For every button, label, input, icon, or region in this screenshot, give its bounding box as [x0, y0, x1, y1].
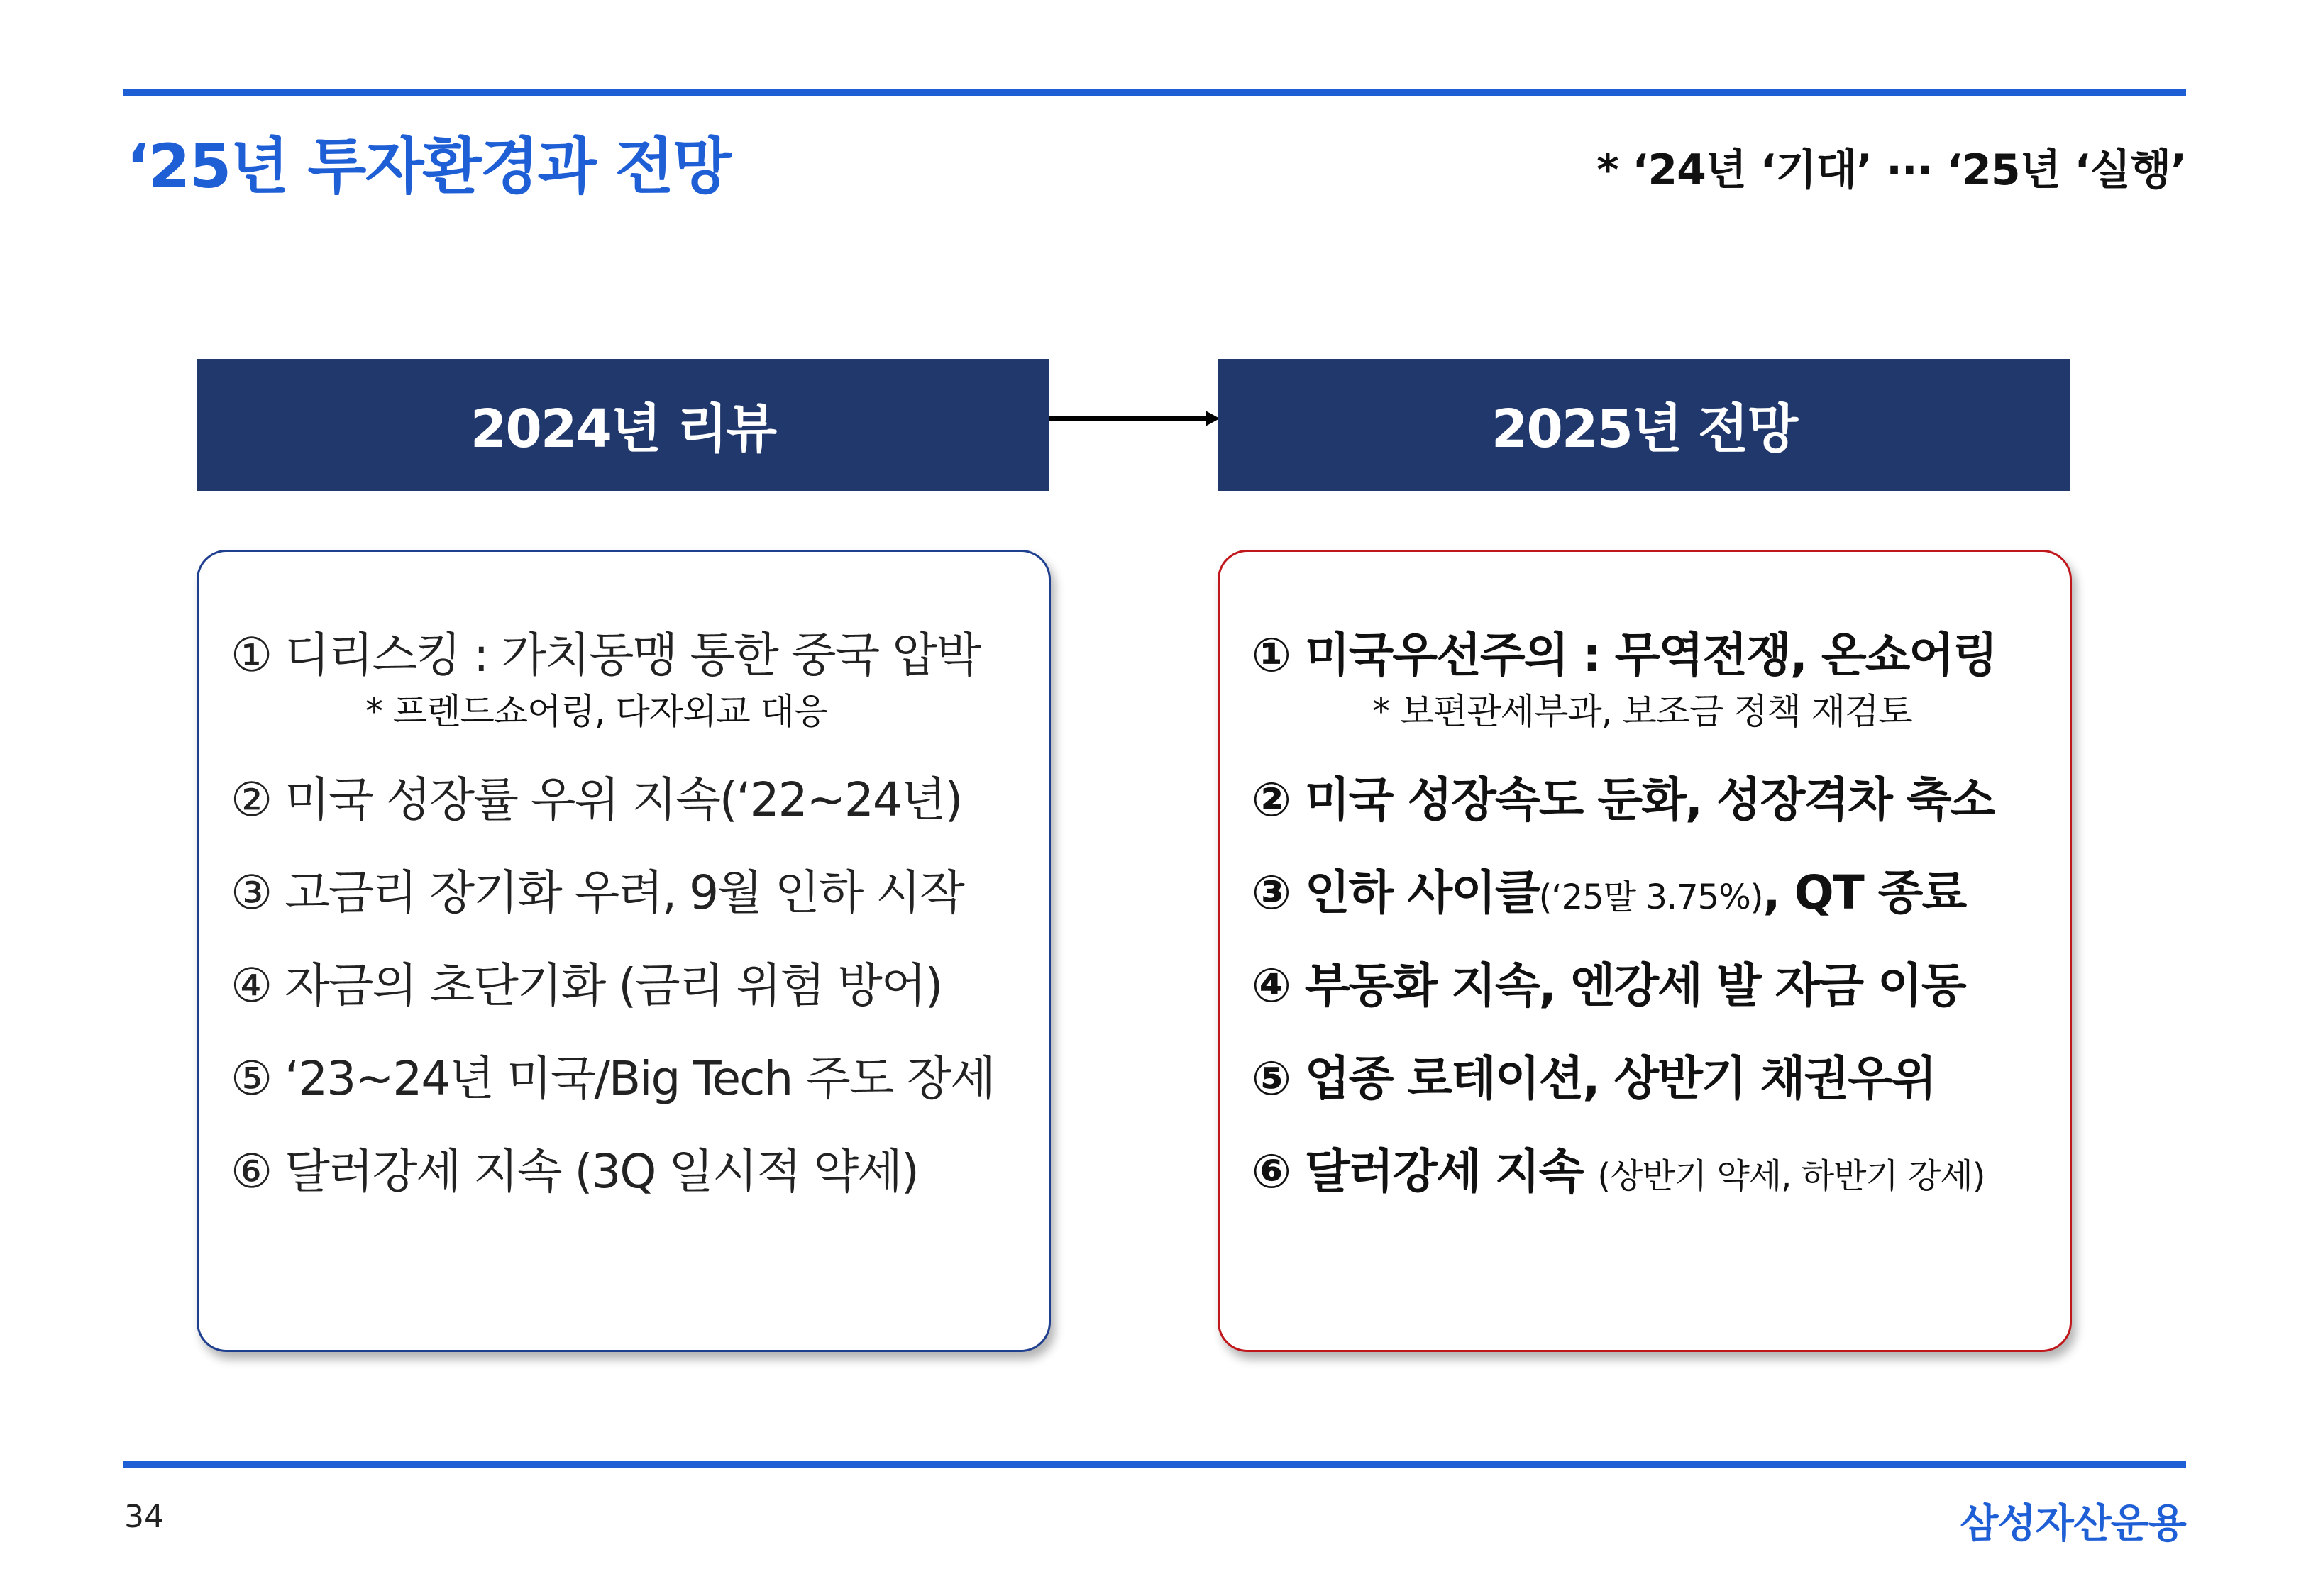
review-note: * 프렌드쇼어링, 다자외교 대응 — [365, 691, 828, 732]
bottom-rule — [123, 1461, 2186, 1468]
outlook-item-1: ① 미국우선주의 : 무역전쟁, 온쇼어링 — [1252, 628, 1997, 682]
outlook-item-3-tail: , QT 종료 — [1762, 865, 1966, 920]
outlook-item-2: ② 미국 성장속도 둔화, 성장격차 축소 — [1252, 772, 1995, 827]
review-header — [197, 359, 1049, 491]
review-item-1: ① 디리스킹 : 가치동맹 통한 중국 압박 — [231, 628, 980, 682]
page-number: 34 — [124, 1499, 164, 1535]
review-box — [197, 550, 1051, 1352]
review-item-2: ② 미국 성장률 우위 지속(‘22~24년) — [231, 772, 962, 827]
page-title: ‘25년 투자환경과 전망 — [126, 131, 730, 202]
outlook-box — [1218, 550, 2072, 1352]
right-arrow-icon — [1049, 404, 1220, 433]
outlook-item-6 — [1252, 1134, 1985, 1201]
outlook-item-6-note: (상반기 약세, 하반기 강세) — [1597, 1156, 1985, 1196]
top-rule — [123, 89, 2186, 96]
outlook-heading: 2025년 전망 — [1491, 399, 1797, 460]
outlook-item-5: ⑤ 업종 로테이션, 상반기 채권우위 — [1252, 1051, 1936, 1106]
subtitle: * ‘24년 ‘기대’ ··· ‘25년 ‘실행’ — [1596, 145, 2186, 195]
review-item-4: ④ 자금의 초단기화 (금리 위험 방어) — [231, 958, 942, 1013]
outlook-item-6-text: ⑥ 달러강세 지속 — [1252, 1144, 1583, 1199]
review-item-5: ⑤ ‘23~24년 미국/Big Tech 주도 장세 — [231, 1051, 995, 1106]
outlook-item-3-text: ③ 인하 사이클 — [1252, 865, 1539, 920]
outlook-header — [1218, 359, 2070, 491]
outlook-item-3 — [1252, 855, 1965, 922]
outlook-note: * 보편관세부과, 보조금 정책 재검토 — [1372, 691, 1912, 732]
company-logo: 삼성자산운용 — [1960, 1501, 2186, 1547]
review-item-6: ⑥ 달러강세 지속 (3Q 일시적 약세) — [231, 1144, 918, 1199]
outlook-item-4: ④ 부동화 지속, 엔강세 발 자금 이동 — [1252, 958, 1965, 1013]
review-item-3: ③ 고금리 장기화 우려, 9월 인하 시작 — [231, 865, 964, 920]
outlook-item-3-note: (‘25말 3.75%) — [1538, 877, 1763, 917]
review-heading: 2024년 리뷰 — [470, 399, 776, 460]
